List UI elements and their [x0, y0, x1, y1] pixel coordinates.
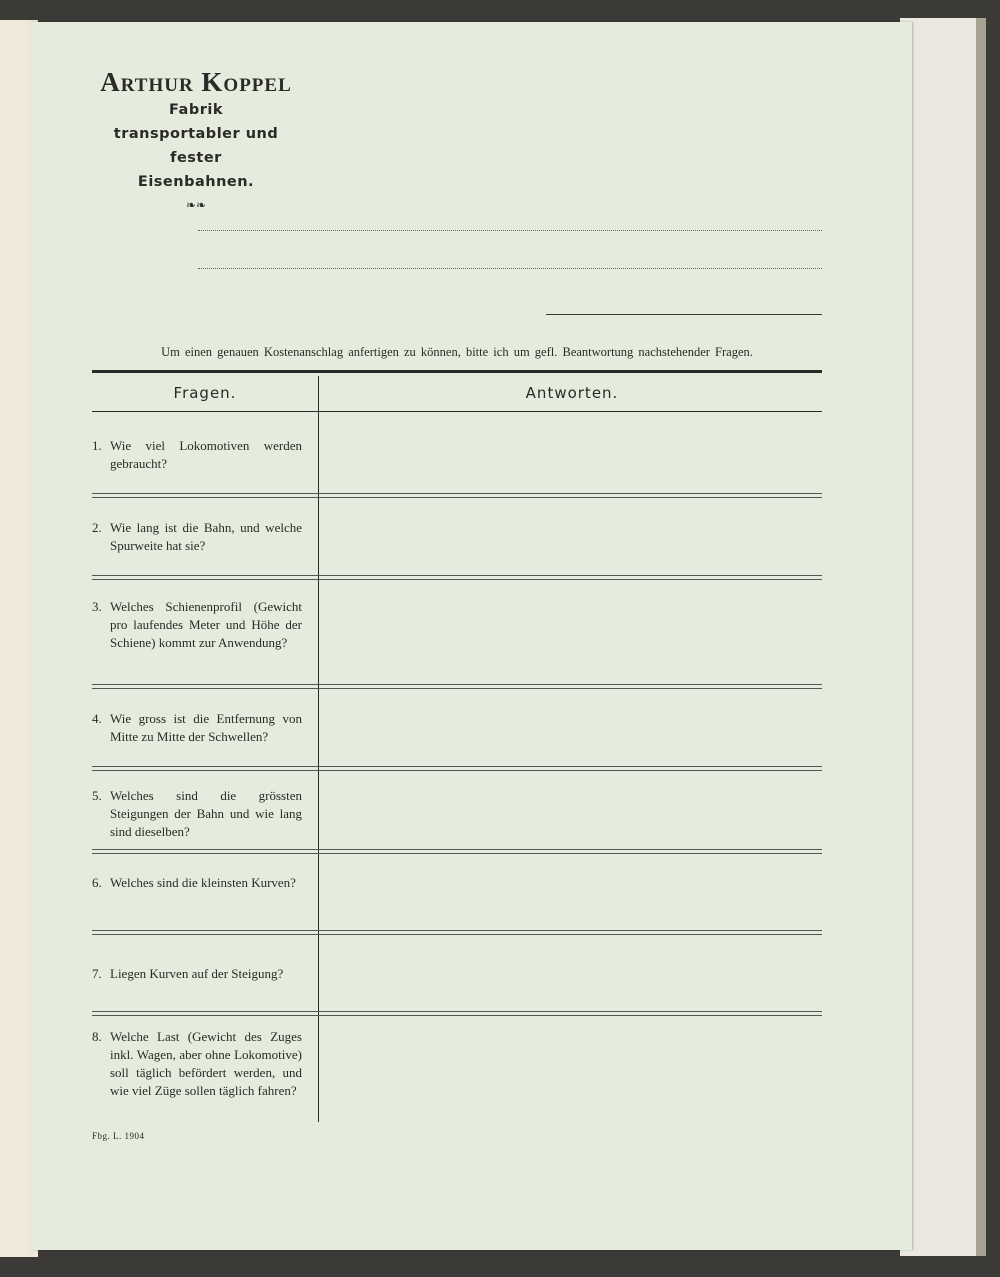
ornament-icon: ❧❧ [185, 198, 207, 212]
row-divider [92, 766, 822, 771]
question-number: 4. [92, 711, 102, 726]
question-number: 7. [92, 966, 102, 981]
row-divider [92, 493, 822, 498]
letterhead-line-3: Eisenbahnen. [137, 174, 255, 190]
row-divider [92, 575, 822, 580]
question-8 [92, 1028, 302, 1100]
signature-line[interactable] [546, 314, 822, 315]
question-7 [92, 965, 302, 983]
table-top-rule [92, 370, 822, 373]
row-divider [92, 849, 822, 854]
company-name: Arthur Koppel [100, 67, 292, 97]
question-text: Welches Schienenprofil (Gewicht pro laufendes Meter und Höhe der Schiene) kommt zur Anwendung? [110, 599, 302, 650]
row-divider [92, 930, 822, 935]
question-number: 5. [92, 788, 102, 803]
question-text: Wie gross ist die Entfernung von Mitte zu Mitte der Schwellen? [110, 711, 302, 744]
question-number: 8. [92, 1029, 102, 1044]
address-line-1[interactable] [198, 230, 822, 231]
question-6 [92, 874, 302, 892]
question-number: 6. [92, 875, 102, 890]
header-answers: Antworten. [525, 384, 619, 402]
form-reference: Fbg. L. 1904 [92, 1131, 145, 1141]
question-3 [92, 598, 302, 652]
question-number: 1. [92, 438, 102, 453]
header-questions: Fragen. [173, 384, 237, 402]
question-5 [92, 787, 302, 841]
book-cover-edge [976, 18, 986, 1256]
letterhead [90, 66, 302, 214]
question-number: 3. [92, 599, 102, 614]
question-1 [92, 437, 302, 473]
letterhead-line-1: Fabrik [169, 102, 223, 118]
question-text: Wie lang ist die Bahn, und welche Spurweite hat sie? [110, 520, 302, 553]
table-header-rule [92, 411, 822, 412]
address-line-2[interactable] [198, 268, 822, 269]
question-2 [92, 519, 302, 555]
question-text: Liegen Kurven auf der Steigung? [110, 966, 284, 981]
intro-text: Um einen genauen Kostenanschlag anfertigen zu können, bitte ich um gefl. Beantwortung nachstehender Fragen. [161, 345, 753, 359]
question-text: Welche Last (Gewicht des Zuges inkl. Wagen, aber ohne Lokomotive) soll täglich befördert werden, und wie viel Züge sollen täglich fahren? [110, 1029, 302, 1098]
row-divider [92, 684, 822, 689]
question-text: Welches sind die kleinsten Kurven? [110, 875, 296, 890]
question-text: Welches sind die grössten Steigungen der Bahn und wie lang sind dieselben? [110, 788, 302, 839]
question-number: 2. [92, 520, 102, 535]
question-4 [92, 710, 302, 746]
letterhead-line-2: transportabler und fester [113, 126, 279, 166]
row-divider [92, 1011, 822, 1016]
question-text: Wie viel Lokomotiven werden gebraucht? [110, 438, 302, 471]
